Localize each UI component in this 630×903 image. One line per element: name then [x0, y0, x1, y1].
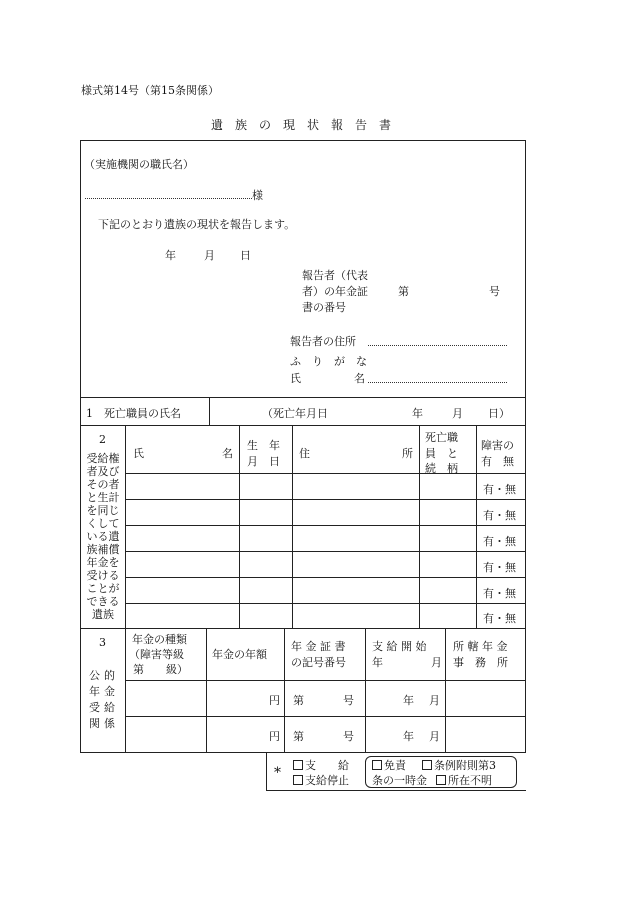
disability-toggle-6[interactable]: 有・無 [483, 612, 516, 625]
addressee-suffix: 様 [252, 189, 263, 202]
furigana-label: ふ り が な [290, 355, 367, 368]
header-name-b: 名 [222, 447, 233, 460]
intro-text: 下記のとおり遺族の現状を報告します。 [98, 218, 296, 231]
header-type-3: 第 級） [133, 663, 188, 676]
header-addr-a: 住 [299, 447, 310, 460]
row1-yen: 円 [269, 694, 280, 707]
header-dis-2: 有 無 [481, 455, 514, 468]
death-year: 年 [412, 407, 423, 420]
option-exempt[interactable]: 免責 [372, 757, 406, 773]
date-month: 月 [204, 249, 215, 262]
form-title: 遺 族 の 現 状 報 告 書 [211, 118, 392, 132]
header-office-2: 事 務 所 [453, 656, 508, 669]
checkbox-icon [372, 760, 382, 770]
name-line[interactable] [368, 382, 507, 383]
cert-label-3: 書の番号 [302, 301, 346, 314]
address-line[interactable] [368, 345, 507, 346]
checkbox-icon [436, 775, 446, 785]
header-start-1: 支 給 開 始 [372, 640, 427, 653]
row1-no: 第 [293, 694, 304, 707]
option-stop[interactable]: 支給停止 [293, 772, 349, 788]
cert-no: 第 [398, 285, 409, 298]
header-rel-3: 続 柄 [425, 462, 458, 475]
header-addr-b: 所 [402, 447, 413, 460]
disability-toggle-1[interactable]: 有・無 [483, 483, 516, 496]
header-birth-2: 月 日 [247, 455, 280, 468]
option-lump-sum: 条の一時金 [372, 774, 427, 787]
address-label: 報告者の住所 [290, 335, 356, 348]
row1-year: 年 [403, 694, 414, 707]
row2-year: 年 [403, 730, 414, 743]
header-rel-1: 死亡職 [425, 431, 458, 444]
death-date-label: （死亡年月日 [262, 407, 328, 420]
checkbox-icon [293, 775, 303, 785]
date-day: 日 [240, 249, 251, 262]
date-year: 年 [165, 249, 176, 262]
form-number: 様式第14号（第15条関係） [81, 84, 219, 97]
header-name-a: 氏 [133, 447, 144, 460]
disability-toggle-2[interactable]: 有・無 [483, 509, 516, 522]
row2-month: 月 [429, 730, 440, 743]
section3-side-label: 公的年金受給関係 [89, 669, 119, 730]
row2-yen: 円 [269, 730, 280, 743]
option-unknown[interactable]: 所在不明 [436, 772, 492, 788]
section2-side-label: 受給権者及びその者と生計を同じくしている遺族補償年金を受けることができる遺族 [86, 452, 120, 621]
header-start-y: 年 [372, 656, 383, 669]
header-dis-1: 障害の [481, 439, 514, 452]
header-office-1: 所 轄 年 金 [453, 640, 508, 653]
name-label-b: 名 [354, 372, 365, 385]
option-ordinance[interactable]: 条例附則第3 [422, 757, 496, 773]
row1-go: 号 [343, 694, 354, 707]
disability-toggle-5[interactable]: 有・無 [483, 587, 516, 600]
row2-go: 号 [343, 730, 354, 743]
disability-toggle-4[interactable]: 有・無 [483, 561, 516, 574]
addressee-label: （実施機関の職氏名） [84, 158, 194, 171]
death-month: 月 [452, 407, 463, 420]
checkbox-icon [293, 760, 303, 770]
section3-number: 3 [99, 636, 106, 649]
header-type-2: （障害等級 [129, 648, 184, 661]
option-pay[interactable]: 支 給 [293, 757, 349, 773]
footer-star: * [274, 765, 281, 781]
header-amount: 年金の年額 [212, 648, 267, 661]
header-start-m: 月 [431, 656, 442, 669]
name-label-a: 氏 [290, 372, 301, 385]
header-birth-1: 生 年 [247, 439, 280, 452]
cert-label-2: 者）の年金証 [302, 285, 368, 298]
cert-go: 号 [489, 285, 500, 298]
death-day: 日） [488, 407, 510, 420]
header-rel-2: 員 と [425, 447, 458, 460]
header-type-1: 年金の種類 [132, 633, 187, 646]
disability-toggle-3[interactable]: 有・無 [483, 535, 516, 548]
cert-label-1: 報告者（代表 [302, 269, 368, 282]
row2-no: 第 [293, 730, 304, 743]
header-cert-1: 年 金 証 書 [291, 640, 346, 653]
row1-month: 月 [429, 694, 440, 707]
header-cert-2: の記号番号 [291, 656, 346, 669]
checkbox-icon [422, 760, 432, 770]
addressee-line[interactable] [85, 198, 252, 199]
section1-label: 1 死亡職員の氏名 [86, 407, 181, 420]
section2-number: 2 [99, 433, 106, 446]
